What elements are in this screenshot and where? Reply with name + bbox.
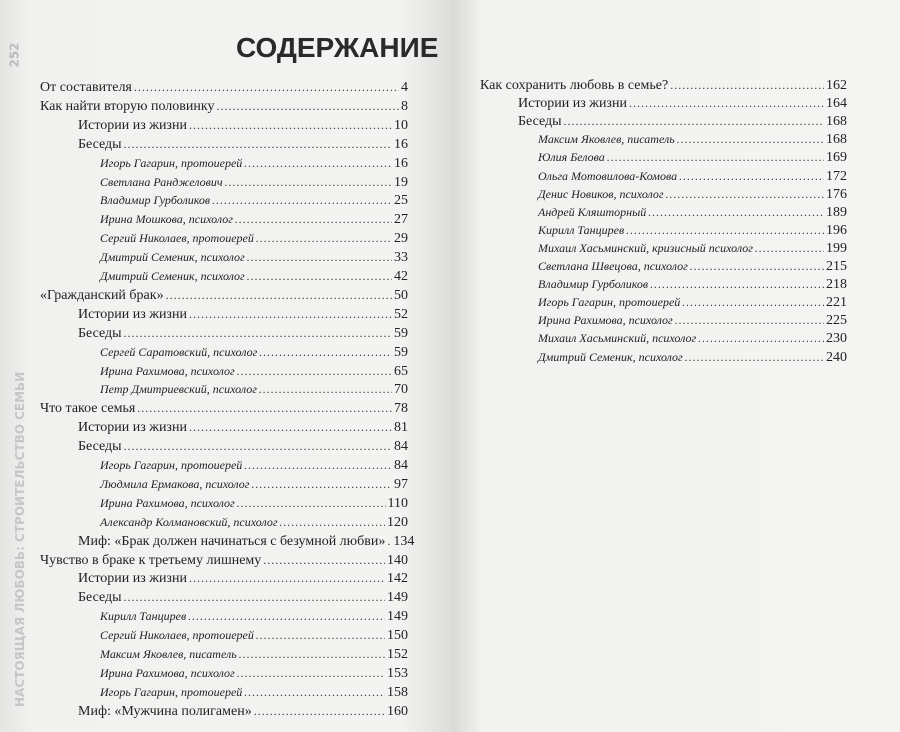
toc-entry-title: Истории из жизни <box>78 117 187 133</box>
toc-entry-page: 16 <box>394 136 408 152</box>
toc-entry-title: Истории из жизни <box>78 420 187 436</box>
dot-leader <box>280 515 385 530</box>
dot-leader <box>263 553 385 568</box>
dot-leader <box>244 685 385 700</box>
toc-entry-title: Истории из жизни <box>78 571 187 587</box>
toc-entry <box>538 132 847 148</box>
dot-leader <box>755 241 824 256</box>
toc-entry-title: Игорь Гагарин, протоиерей <box>538 295 681 310</box>
toc-entry-title: Сергий Николаев, протоиерей <box>100 231 254 246</box>
toc-entry-title: Как найти вторую половинку <box>40 98 215 114</box>
toc-entry <box>100 515 408 531</box>
toc-entry-title: Ирина Рахимова, психолог <box>538 313 673 328</box>
toc-entry-title: Светлана Швецова, психолог <box>538 259 688 273</box>
dot-leader <box>188 609 385 624</box>
dot-leader <box>679 169 824 184</box>
toc-entry-page: 134 <box>393 533 415 549</box>
toc-entry-title: Истории из жизни <box>518 96 627 112</box>
toc-entry-page: 215 <box>826 259 847 274</box>
dot-leader <box>216 99 399 114</box>
toc-entry-page: 29 <box>394 231 408 247</box>
toc-entry-page: 150 <box>387 628 408 644</box>
dot-leader <box>666 187 824 202</box>
dot-leader <box>225 175 392 190</box>
toc-entry-title: Людмила Ермакова, психолог <box>100 476 250 491</box>
toc-entry-page: 221 <box>826 295 847 311</box>
dot-leader <box>235 212 392 227</box>
toc-entry-page: 153 <box>387 665 408 681</box>
toc-entry <box>100 477 408 493</box>
dot-leader <box>137 401 392 416</box>
toc-entry <box>538 150 847 166</box>
toc-entry-title: Юлия Белова <box>538 150 605 165</box>
toc-entry <box>538 295 847 311</box>
toc-entry-page: 168 <box>826 132 847 148</box>
toc-entry-page: 169 <box>826 150 847 166</box>
toc-entry <box>518 114 847 130</box>
toc-entry-page: 59 <box>394 344 408 360</box>
toc-entry-page: 97 <box>394 476 408 492</box>
toc-entry <box>100 364 408 380</box>
toc-entry-title: Светлана Ранджелович <box>100 174 223 189</box>
toc-entry-title: Ирина Рахимова, психолог <box>100 665 235 680</box>
toc-entry-page: 81 <box>394 420 408 436</box>
dot-leader <box>189 118 392 133</box>
toc-entry-page: 218 <box>826 277 847 293</box>
toc-entry-page: 158 <box>387 684 408 700</box>
toc-entry <box>538 205 847 221</box>
toc-entry <box>480 78 847 94</box>
toc-entry-title: Дмитрий Семеник, психолог <box>100 269 245 283</box>
toc-entry-page: 59 <box>394 325 408 341</box>
dot-leader <box>244 458 392 473</box>
dot-leader <box>690 259 824 274</box>
dot-leader <box>189 420 392 435</box>
dot-leader <box>124 439 392 454</box>
toc-entry-page: 152 <box>387 647 408 662</box>
toc-entry-page: 140 <box>387 552 408 568</box>
toc-entry-page: 149 <box>387 590 408 606</box>
toc-entry-page: 230 <box>826 331 847 347</box>
toc-entry <box>78 704 408 720</box>
dot-leader <box>247 250 392 265</box>
toc-entry-title: Сергий Николаев, протоиерей <box>100 628 254 643</box>
dot-leader <box>650 277 824 292</box>
dot-leader <box>237 666 385 681</box>
toc-entry-page: 189 <box>826 204 847 220</box>
toc-entry <box>78 137 408 153</box>
dot-leader <box>237 496 386 511</box>
toc-entry-title: Игорь Гагарин, протоиерей <box>100 684 243 699</box>
toc-entry-title: Чувство в браке к третьему лишнему <box>40 552 262 568</box>
toc-entry-page: 240 <box>826 349 847 365</box>
toc-entry-page: 50 <box>394 287 408 303</box>
toc-entry-page: 160 <box>387 703 408 719</box>
page-title: СОДЕРЖАНИЕ <box>236 32 439 63</box>
toc-entry-title: Денис Новиков, психолог <box>538 186 664 201</box>
toc-entry-page: 19 <box>394 174 408 190</box>
dot-leader <box>212 193 392 208</box>
toc-entry <box>100 231 408 247</box>
dot-leader <box>237 364 392 379</box>
dot-leader <box>677 132 824 147</box>
dot-leader <box>189 571 385 586</box>
toc-entry-title: Петр Дмитриевский, психолог <box>100 382 257 397</box>
toc-entry <box>78 571 408 587</box>
toc-entry-title: Михаил Хасьминский, кризисный психолог <box>538 240 753 255</box>
dot-leader <box>166 288 392 303</box>
toc-entry <box>538 187 847 203</box>
dot-leader <box>626 223 824 238</box>
toc-entry <box>100 175 408 191</box>
toc-entry-page: 110 <box>387 495 408 511</box>
toc-entry <box>100 496 408 512</box>
dot-leader <box>259 345 392 360</box>
toc-entry-title: Максим Яковлев, писатель <box>100 647 237 661</box>
toc-entry-title: Дмитрий Семеник, психолог <box>538 349 683 364</box>
toc-entry <box>78 590 408 606</box>
dot-leader <box>256 231 392 246</box>
toc-entry-title: «Гражданский брак» <box>40 287 164 303</box>
toc-entry-page: 176 <box>826 186 847 202</box>
dot-leader <box>124 326 392 341</box>
toc-entry <box>538 223 847 239</box>
toc-entry <box>40 553 408 569</box>
dot-leader <box>648 205 824 220</box>
toc-entry-title: Беседы <box>78 439 122 455</box>
toc-entry <box>78 439 408 455</box>
toc-entry-title: Кирилл Танцирев <box>100 609 187 624</box>
toc-entry-title: Беседы <box>78 590 122 606</box>
toc-entry-title: Владимир Гурболиков <box>100 193 211 208</box>
dot-leader <box>124 590 385 605</box>
toc-entry-title: Сергей Саратовский, психолог <box>100 344 258 359</box>
dot-leader <box>698 331 824 346</box>
dot-leader <box>685 350 824 365</box>
dot-leader <box>256 628 385 643</box>
dot-leader <box>247 269 392 284</box>
toc-entry-title: Ирина Рахимова, психолог <box>100 495 235 510</box>
toc-entry-page: 199 <box>826 240 847 256</box>
dot-leader <box>124 137 392 152</box>
toc-entry-title: Александр Колмановский, психолог <box>100 514 278 529</box>
dot-leader <box>675 313 824 328</box>
toc-entry <box>538 169 847 185</box>
toc-entry-page: 172 <box>826 168 847 184</box>
toc-entry-page: 225 <box>826 313 847 329</box>
page-number: 252 <box>7 42 22 68</box>
toc-entry-page: 4 <box>401 80 408 95</box>
toc-entry-page: 149 <box>387 609 408 625</box>
toc-entry-page: 52 <box>394 306 408 322</box>
toc-entry <box>78 420 408 436</box>
toc-entry <box>100 345 408 361</box>
toc-entry <box>100 647 408 663</box>
toc-entry-title: От составителя <box>40 80 132 95</box>
toc-entry <box>78 326 408 342</box>
toc-entry-title: Ирина Рахимова, психолог <box>100 363 235 378</box>
toc-entry <box>538 331 847 347</box>
dot-leader <box>564 114 824 129</box>
toc-entry <box>538 277 847 293</box>
toc-entry <box>40 99 408 115</box>
toc-entry-title: Ирина Мошкова, психолог <box>100 212 233 227</box>
toc-entry-title: Игорь Гагарин, протоиерей <box>100 458 243 472</box>
toc-entry-page: 33 <box>394 250 408 266</box>
toc-entry <box>40 80 408 96</box>
toc-entry-title: Кирилл Танцирев <box>538 222 625 237</box>
toc-entry <box>538 259 847 275</box>
toc-entry <box>78 118 408 134</box>
dot-leader <box>254 704 385 719</box>
toc-entry-page: 10 <box>394 117 408 133</box>
toc-entry-page: 142 <box>387 571 408 587</box>
toc-entry-title: Максим Яковлев, писатель <box>538 132 675 147</box>
toc-entry <box>100 666 408 682</box>
toc-entry <box>78 533 415 550</box>
dot-leader <box>134 80 399 95</box>
toc-entry-page: 196 <box>826 222 847 238</box>
toc-entry <box>538 350 847 366</box>
toc-entry-page: 27 <box>394 212 408 228</box>
dot-leader <box>189 307 392 322</box>
toc-entry <box>100 685 408 701</box>
toc-entry <box>100 628 408 644</box>
toc-entry-page: 84 <box>394 458 408 473</box>
dot-leader <box>629 96 824 111</box>
toc-entry-title: Дмитрий Семеник, психолог <box>100 250 245 265</box>
toc-entry-page: 84 <box>394 439 408 455</box>
toc-entry-page: 78 <box>394 401 408 417</box>
toc-entry-title: Миф: «Мужчина полигамен» <box>78 703 252 719</box>
dot-leader <box>244 156 392 171</box>
toc-entry-title: Владимир Гурболиков <box>538 277 649 292</box>
dot-leader <box>607 150 824 165</box>
toc-entry <box>78 307 408 323</box>
dot-leader <box>259 382 392 397</box>
toc-entry <box>538 313 847 329</box>
toc-entry-title: Михаил Хасьминский, психолог <box>538 331 697 346</box>
toc-entry-title: Беседы <box>78 325 122 341</box>
toc-entry <box>100 156 408 172</box>
toc-entry <box>100 609 408 625</box>
dot-leader <box>682 295 824 310</box>
toc-entry-title: Что такое семья <box>40 401 136 417</box>
right-page <box>452 0 900 732</box>
toc-entry-title: Как сохранить любовь в семье? <box>480 78 669 93</box>
toc-entry-title: Игорь Гагарин, протоиерей <box>100 155 243 170</box>
toc-entry <box>100 269 408 285</box>
toc-entry-title: Беседы <box>78 136 122 152</box>
toc-entry <box>100 458 408 474</box>
toc-entry-page: 70 <box>394 382 408 398</box>
toc-entry <box>518 96 847 112</box>
toc-entry-page: 164 <box>826 96 847 112</box>
toc-entry-page: 8 <box>401 98 408 114</box>
toc-entry <box>100 382 408 398</box>
dot-leader <box>239 647 385 662</box>
toc-entry-page: 168 <box>826 114 847 130</box>
toc-entry-title: Ольга Мотовилова-Комова <box>538 168 678 183</box>
toc-entry <box>40 401 408 417</box>
toc-entry <box>100 193 408 209</box>
toc-entry-title: Миф: «Брак должен начинаться с безумной любви» <box>78 533 386 549</box>
toc-entry-page: 42 <box>394 269 408 284</box>
toc-entry-page: 162 <box>826 78 847 93</box>
toc-entry <box>538 241 847 257</box>
dot-leader <box>670 78 824 93</box>
toc-entry <box>100 250 408 266</box>
dot-leader <box>251 477 392 492</box>
toc-entry-page: 16 <box>394 155 408 171</box>
spine-running-title: НАСТОЯЩАЯ ЛЮБОВЬ: СТРОИТЕЛЬСТВО СЕМЬИ <box>13 371 27 707</box>
toc-entry-page: 25 <box>394 193 408 209</box>
toc-entry <box>40 288 408 304</box>
toc-entry-page: 120 <box>387 514 408 530</box>
toc-entry-page: 65 <box>394 363 408 379</box>
toc-entry-title: Андрей Кляшторный <box>538 204 647 219</box>
toc-entry <box>100 212 408 228</box>
toc-entry-title: Беседы <box>518 114 562 130</box>
toc-entry-title: Истории из жизни <box>78 306 187 322</box>
